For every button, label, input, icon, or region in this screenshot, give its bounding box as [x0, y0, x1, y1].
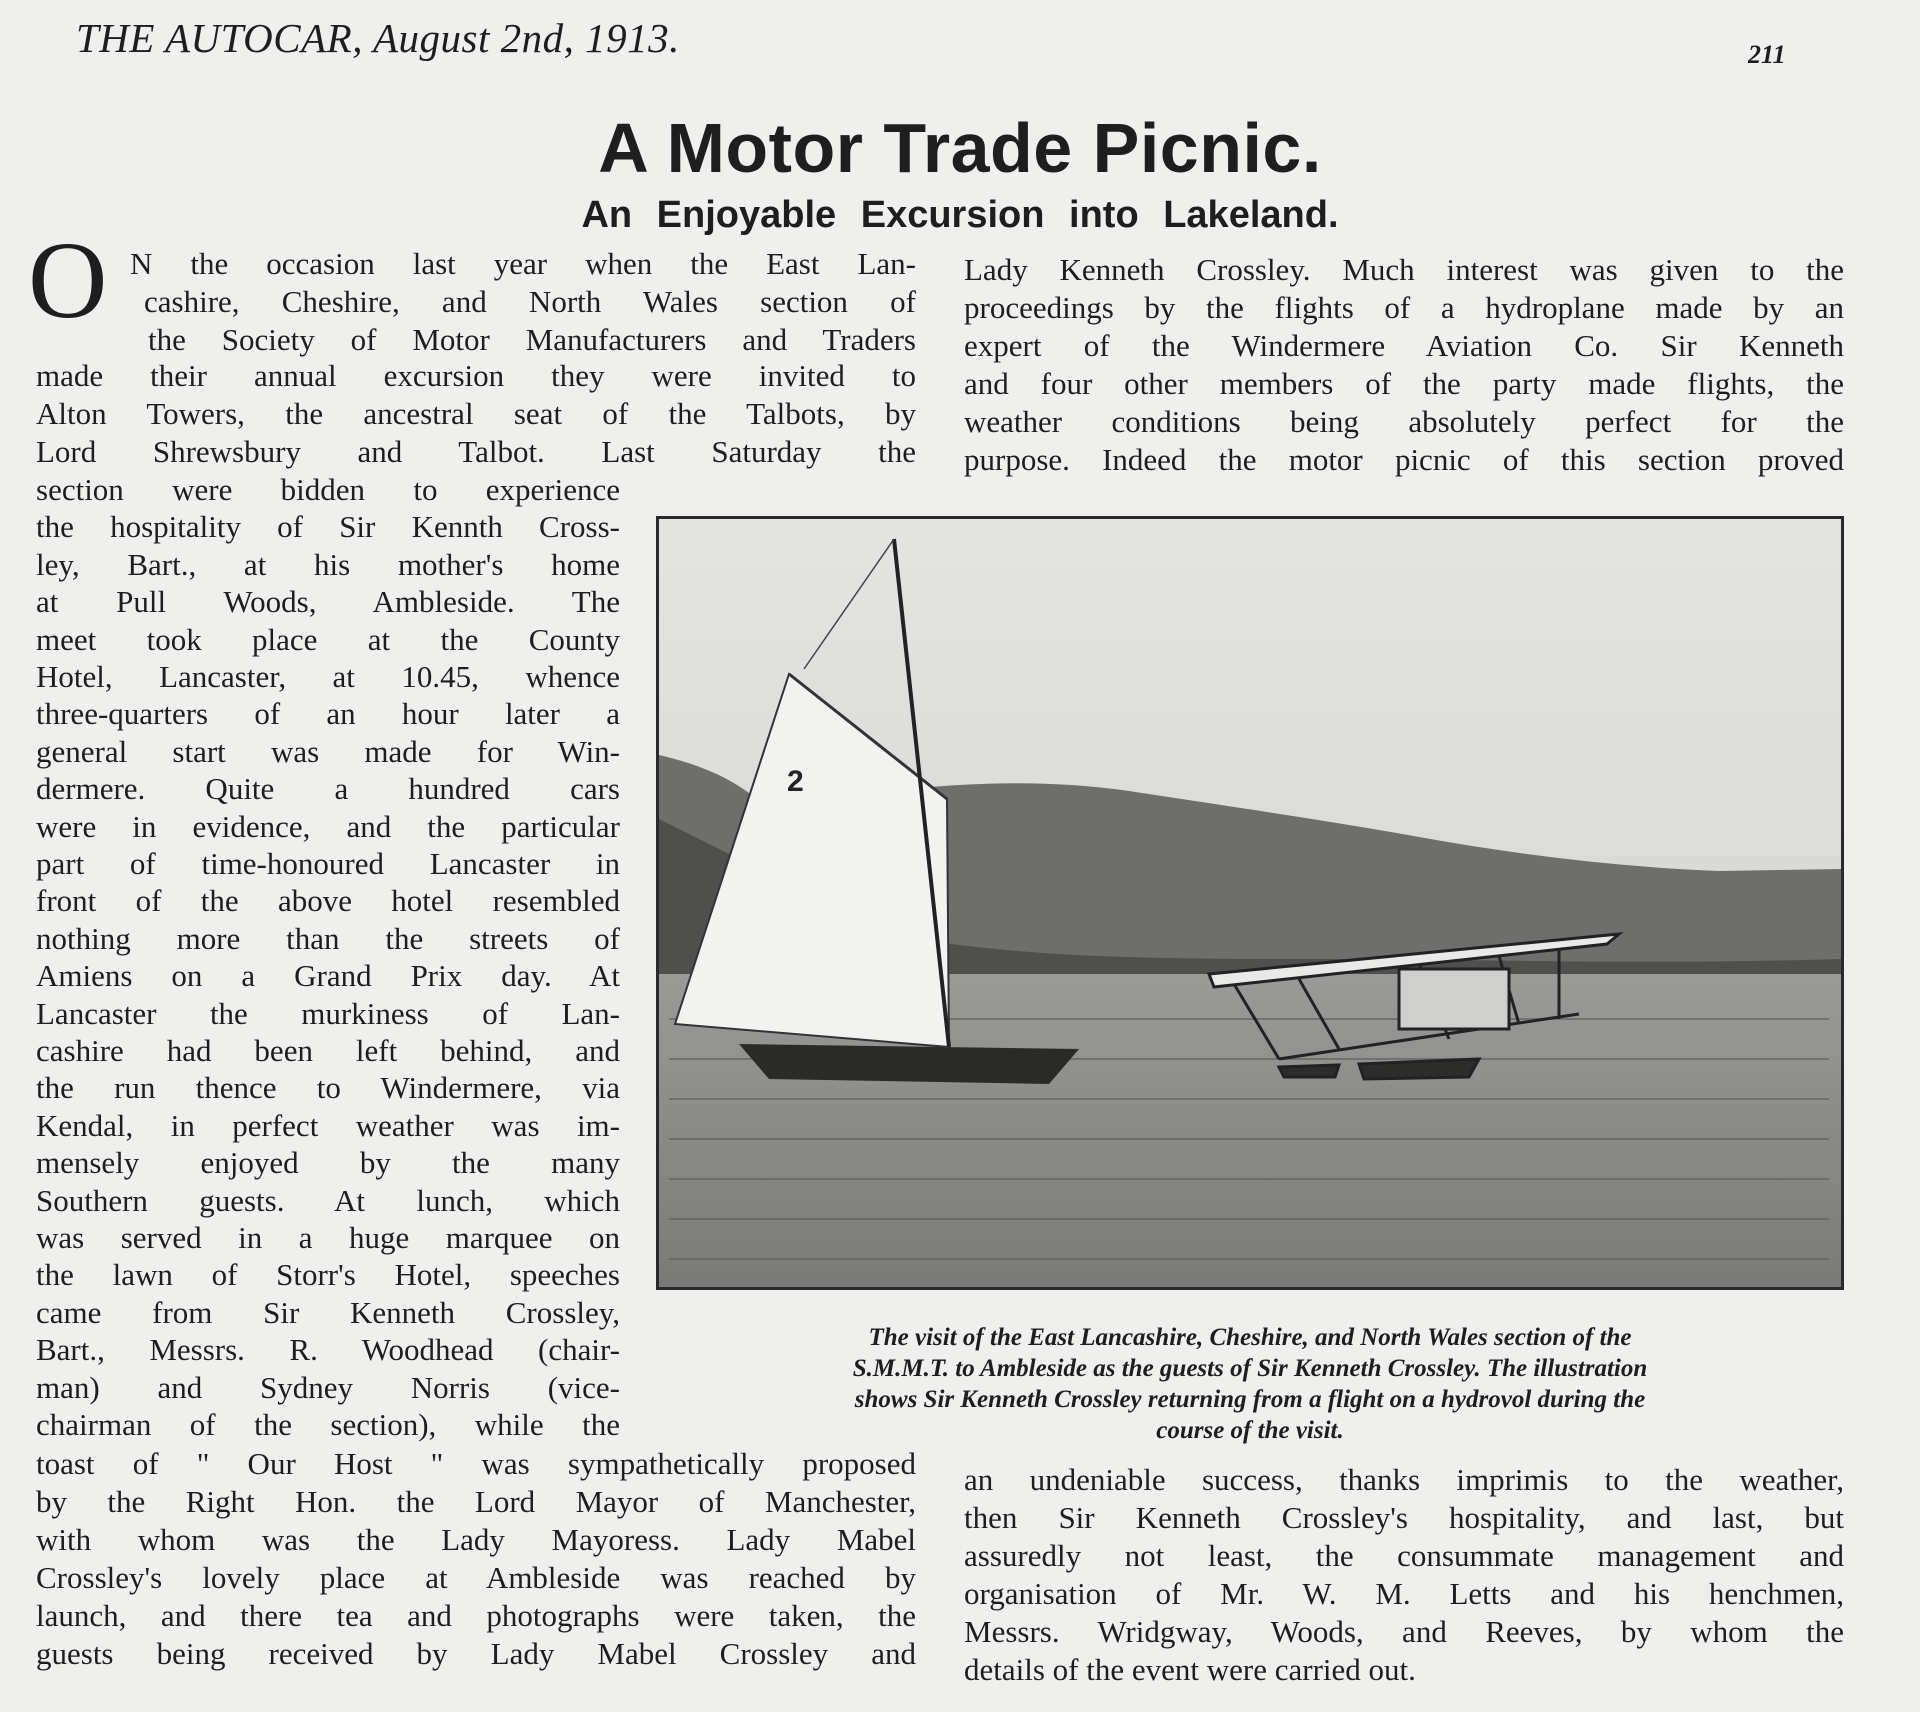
body-line: the lawn of Storr's Hotel, speeches	[36, 1257, 620, 1293]
body-line: Amiens on a Grand Prix day. At	[36, 958, 620, 994]
page-number: 211	[1748, 40, 1786, 69]
body-line: cashire had been left behind, and	[36, 1033, 620, 1068]
body-line: Crossley's lovely place at Ambleside was reached by	[36, 1560, 916, 1595]
photo-caption-line: course of the visit.	[1156, 1417, 1344, 1444]
running-head: THE AUTOCAR, August 2nd, 1913.	[76, 15, 680, 61]
body-line: mensely enjoyed by the many	[36, 1145, 620, 1181]
body-line: dermere. Quite a hundred cars	[36, 771, 620, 807]
body-line: with whom was the Lady Mayoress. Lady Mabel	[36, 1522, 916, 1557]
body-line: made their annual excursion they were invited to	[36, 358, 916, 393]
body-line: section were bidden to experience	[36, 472, 620, 507]
body-line: an undeniable success, thanks imprimis to the weather,	[964, 1462, 1844, 1497]
body-line: Messrs. Wridgway, Woods, and Reeves, by whom the	[964, 1614, 1844, 1649]
body-line: three-quarters of an hour later a	[36, 696, 620, 732]
body-line: part of time-honoured Lancaster in	[36, 846, 620, 881]
body-line: proceedings by the flights of a hydroplane made by an	[964, 290, 1844, 325]
body-line: organisation of Mr. W. M. Letts and his henchmen,	[964, 1576, 1844, 1611]
photo-caption-line: S.M.M.T. to Ambleside as the guests of Sir Kenneth Crossley. The illustration	[852, 1355, 1648, 1382]
body-line: expert of the Windermere Aviation Co. Sir Kenneth	[964, 328, 1844, 363]
body-line: guests being received by Lady Mabel Crossley and	[36, 1636, 916, 1671]
body-line: then Sir Kenneth Crossley's hospitality, and last, but	[964, 1500, 1844, 1535]
body-line: nothing more than the streets of	[36, 920, 620, 956]
photo-hydroplane-and-sailboat	[656, 516, 1844, 1290]
body-line: assuredly not least, the consummate management and	[964, 1538, 1844, 1573]
body-line: by the Right Hon. the Lord Mayor of Manchester,	[36, 1484, 916, 1519]
body-line: front of the above hotel resembled	[36, 883, 620, 919]
body-line: cashire, Cheshire, and North Wales section of	[144, 284, 916, 319]
body-line: N the occasion last year when the East Lan-	[130, 246, 916, 281]
body-line: Bart., Messrs. R. Woodhead (chair-	[36, 1332, 620, 1368]
body-line: Southern guests. At lunch, which	[36, 1182, 620, 1218]
body-line: ley, Bart., at his mother's home	[36, 546, 620, 582]
body-line: general start was made for Win-	[36, 733, 620, 769]
body-line: Lady Kenneth Crossley. Much interest was given to the	[964, 252, 1844, 287]
body-line: toast of " Our Host " was sympathetically proposed	[36, 1446, 916, 1481]
body-line: the run thence to Windermere, via	[36, 1070, 620, 1106]
photo-illustration	[659, 519, 1841, 1287]
body-line: Alton Towers, the ancestral seat of the Talbots, by	[36, 396, 916, 431]
body-line: man) and Sydney Norris (vice-	[36, 1369, 620, 1405]
body-line: purpose. Indeed the motor picnic of this section proved	[964, 442, 1844, 477]
photo-caption-line: The visit of the East Lancashire, Cheshire, and North Wales section of the	[868, 1324, 1632, 1351]
body-line: was served in a huge marquee on	[36, 1220, 620, 1255]
photo-caption-line: shows Sir Kenneth Crossley returning from a flight on a hydrovol during the	[854, 1386, 1646, 1413]
body-line: at Pull Woods, Ambleside. The	[36, 584, 620, 620]
body-line: Hotel, Lancaster, at 10.45, whence	[36, 659, 620, 694]
body-line: Lord Shrewsbury and Talbot. Last Saturday the	[36, 434, 916, 469]
drop-cap: O	[28, 219, 108, 341]
body-line: weather conditions being absolutely perfect for the	[964, 404, 1844, 439]
body-line: details of the event were carried out.	[964, 1652, 1416, 1687]
article-title: A Motor Trade Picnic.	[598, 109, 1322, 187]
sail-number: 2	[787, 765, 804, 798]
body-line: and four other members of the party made flights, the	[964, 366, 1844, 401]
body-line: chairman of the section), while the	[36, 1407, 620, 1442]
body-line: the hospitality of Sir Kennth Cross-	[36, 509, 620, 545]
body-line: Kendal, in perfect weather was im-	[36, 1107, 620, 1143]
body-line: the Society of Motor Manufacturers and Traders	[148, 322, 916, 357]
body-line: meet took place at the County	[36, 621, 620, 657]
body-line: came from Sir Kenneth Crossley,	[36, 1294, 620, 1330]
body-line: were in evidence, and the particular	[36, 808, 620, 844]
body-line: launch, and there tea and photographs were taken, the	[36, 1598, 916, 1633]
article-subtitle: An Enjoyable Excursion into Lakeland.	[581, 194, 1339, 236]
body-line: Lancaster the murkiness of Lan-	[36, 995, 620, 1031]
